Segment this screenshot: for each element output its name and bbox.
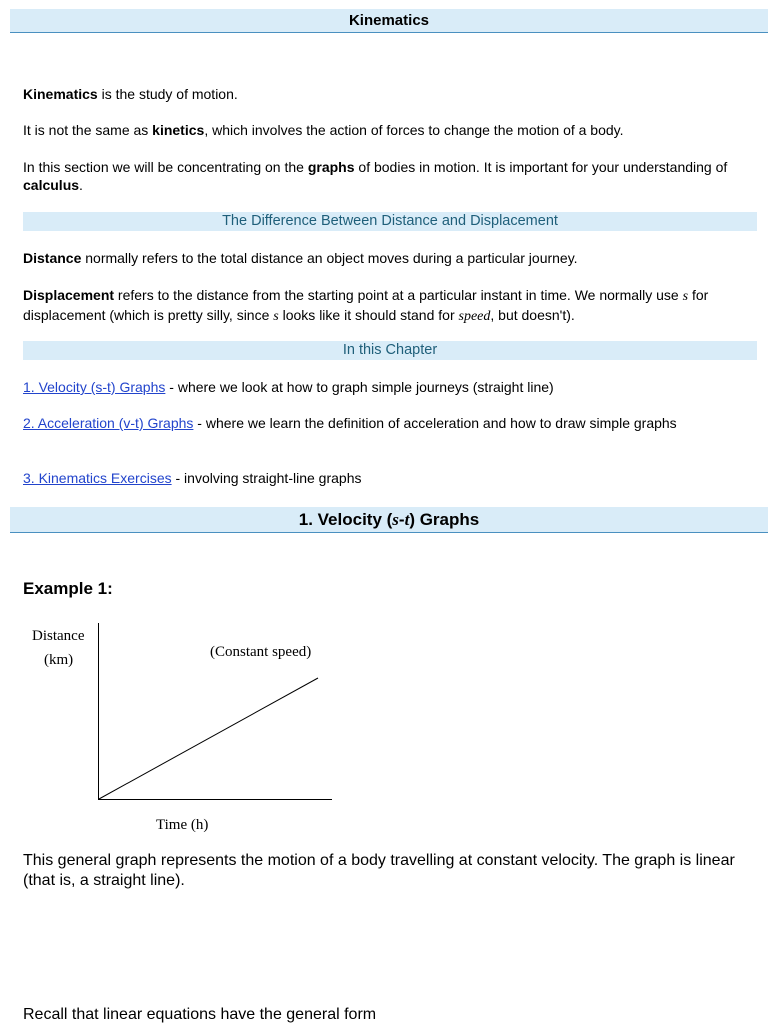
- intro-p1-text: is the study of motion.: [97, 86, 238, 102]
- intro-p2-pre: It is not the same as: [23, 122, 153, 138]
- term-distance: Distance: [23, 250, 82, 266]
- page-title: Kinematics: [10, 9, 768, 33]
- section-heading-difference: The Difference Between Distance and Displacement: [23, 212, 757, 231]
- symbol-s: s: [273, 309, 279, 324]
- symbol-s: s: [682, 289, 689, 304]
- intro-p2-post: , which involves the action of forces to change the motion of a body.: [204, 122, 624, 138]
- heading-part: ) Graphs: [409, 510, 480, 529]
- displacement-text-1: refers to the distance from the starting point at a particular instant in time. We normally use: [114, 287, 683, 303]
- graph-y-label-line1: Distance: [32, 628, 85, 644]
- intro-paragraph-3: [23, 158, 753, 194]
- symbol-s: s: [392, 510, 399, 529]
- term-kinetics: kinetics: [152, 122, 205, 138]
- graph-y-label-line2: (km): [44, 652, 74, 668]
- graph-description: This general graph represents the motion of a body travelling at constant velocity. The graph is linear (that is, a straight line).: [23, 852, 735, 889]
- word-speed: speed: [458, 309, 491, 324]
- intro-p3-mid: of bodies in motion. It is important for your understanding of: [354, 159, 728, 175]
- heading-part: -: [398, 510, 405, 529]
- graph-annotation: (Constant speed): [210, 644, 312, 660]
- section-heading-velocity-graphs: [10, 507, 768, 533]
- heading-part: 1. Velocity (: [298, 510, 393, 529]
- intro-paragraph-1: [23, 85, 753, 103]
- link-acceleration-graphs[interactable]: 2. Acceleration (v-t) Graphs: [23, 415, 194, 431]
- term-calculus: calculus: [23, 177, 80, 193]
- chapter-item-desc: - where we learn the definition of acceleration and how to draw simple graphs: [193, 415, 677, 431]
- chapter-item-2: [23, 414, 753, 432]
- chapter-item-desc: - involving straight-line graphs: [171, 470, 362, 486]
- graph-data-line: [99, 678, 318, 799]
- displacement-paragraph: [23, 286, 753, 326]
- term-displacement: Displacement: [23, 287, 115, 303]
- distance-paragraph: [23, 249, 753, 267]
- graph-x-label: Time (h): [156, 817, 209, 833]
- intro-paragraph-2: [23, 121, 753, 139]
- intro-p3-post: .: [79, 177, 83, 193]
- symbol-t: t: [404, 510, 410, 529]
- recall-text: Recall that linear equations have the general form: [23, 1006, 377, 1023]
- distance-text: normally refers to the total distance an object moves during a particular journey.: [81, 250, 578, 266]
- link-kinematics-exercises[interactable]: 3. Kinematics Exercises: [23, 470, 172, 486]
- displacement-text-4: , but doesn't).: [490, 307, 575, 323]
- link-velocity-graphs[interactable]: 1. Velocity (s-t) Graphs: [23, 379, 166, 395]
- displacement-text-3: looks like it should stand for: [278, 307, 459, 323]
- displacement-text-2: for displacement (which is pretty silly, since: [23, 287, 709, 323]
- term-graphs: graphs: [307, 159, 355, 175]
- chapter-item-1: [23, 378, 753, 396]
- term-kinematics: Kinematics: [23, 86, 98, 102]
- chapter-item-desc: - where we look at how to graph simple journeys (straight line): [165, 379, 554, 395]
- chapter-item-3: [23, 469, 753, 487]
- constant-speed-graph: [0, 610, 360, 840]
- example-label: Example 1:: [23, 579, 113, 598]
- section-heading-chapter: In this Chapter: [23, 341, 757, 360]
- intro-p3-pre: In this section we will be concentrating on the: [23, 159, 308, 175]
